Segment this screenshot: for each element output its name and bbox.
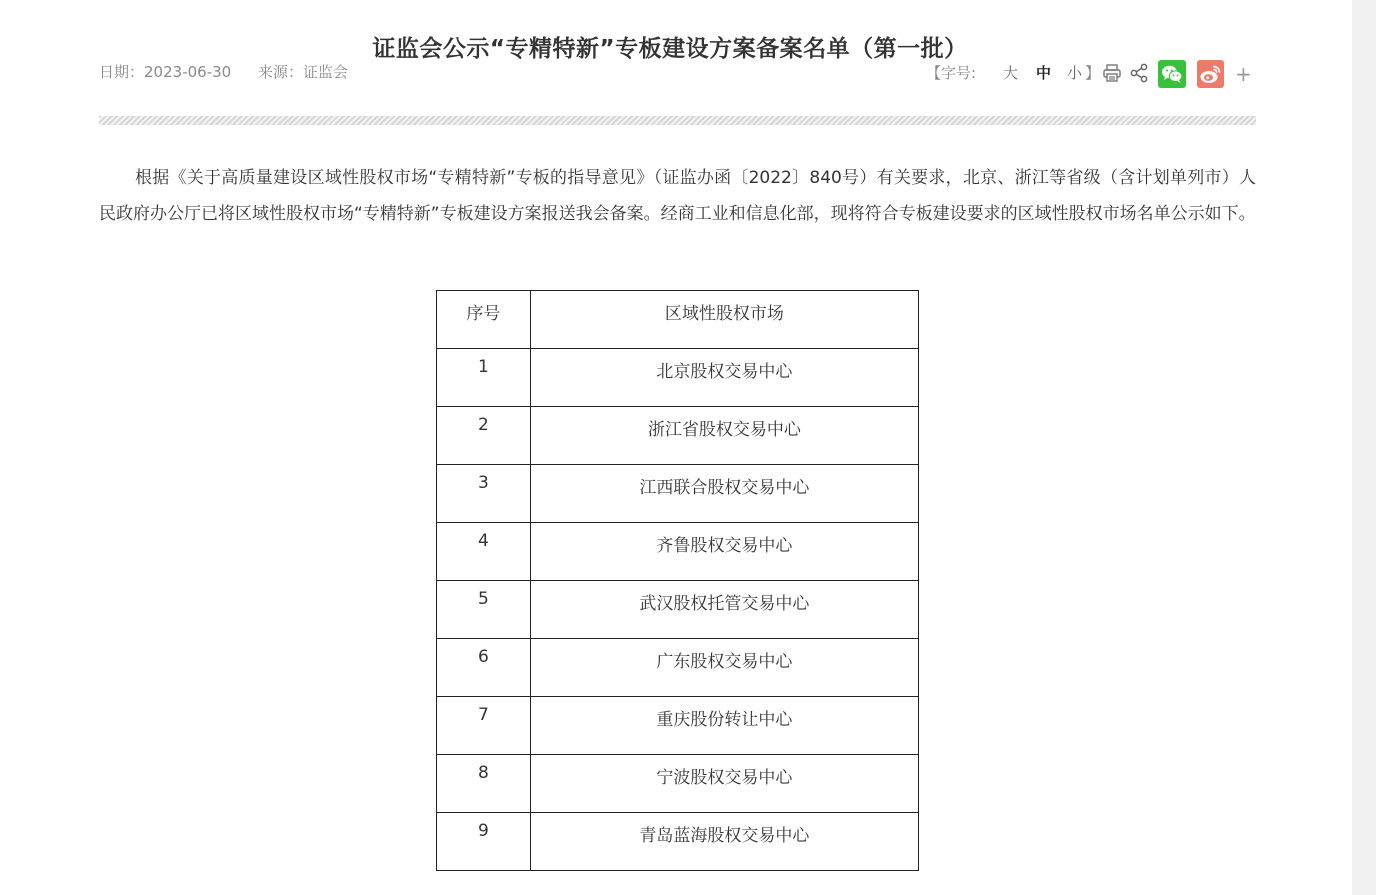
column-header-index: 序号 xyxy=(437,291,531,349)
row-index: 6 xyxy=(437,639,531,697)
row-index: 7 xyxy=(437,697,531,755)
row-index: 4 xyxy=(437,523,531,581)
table-row xyxy=(437,407,919,465)
font-size-close-bracket: 】 xyxy=(1085,64,1101,82)
row-index: 5 xyxy=(437,581,531,639)
table-row xyxy=(437,813,919,871)
article-meta xyxy=(99,61,348,82)
source-value: 证监会 xyxy=(303,63,349,81)
table-row xyxy=(437,581,919,639)
article-title: 证监会公示“专精特新”专板建设方案备案名单（第一批） xyxy=(372,36,968,62)
scrollbar-track[interactable] xyxy=(1352,0,1376,895)
font-size-small-button[interactable]: 小 xyxy=(1067,64,1083,82)
row-index: 8 xyxy=(437,755,531,813)
row-market-name: 江西联合股权交易中心 xyxy=(530,465,918,523)
font-size-label: 【字号: xyxy=(926,64,977,82)
source-label: 来源： xyxy=(257,63,303,81)
row-market-name: 浙江省股权交易中心 xyxy=(530,407,918,465)
row-market-name: 宁波股权交易中心 xyxy=(530,755,918,813)
row-market-name: 青岛蓝海股权交易中心 xyxy=(530,813,918,871)
article-paragraph: 根据《关于高质量建设区域性股权市场“专精特新”专板的指导意见》（证监办函〔2022〕840号）有关要求，北京、浙江等省级（含计划单列市）人民政府办公厅已将区域性股权市场“专精特新”专板建设方案报送我会备案。经商工业和信息化部，现将符合专板建设要求的区域性股权市场名单公示如下。 xyxy=(99,168,1256,224)
date-value: 2023-06-30 xyxy=(144,63,232,81)
row-index: 2 xyxy=(437,407,531,465)
table-row xyxy=(437,523,919,581)
section-divider xyxy=(99,116,1256,125)
row-index: 9 xyxy=(437,813,531,871)
row-market-name: 武汉股权托管交易中心 xyxy=(530,581,918,639)
share-icon[interactable] xyxy=(1130,63,1148,83)
printer-icon[interactable] xyxy=(1102,63,1122,83)
wechat-icon[interactable] xyxy=(1158,60,1186,88)
font-size-medium-button[interactable]: 中 xyxy=(1036,64,1052,82)
row-index: 3 xyxy=(437,465,531,523)
font-size-large-button[interactable]: 大 xyxy=(1003,64,1019,82)
more-share-button[interactable]: + xyxy=(1235,62,1252,86)
weibo-icon[interactable] xyxy=(1197,60,1224,88)
row-market-name: 齐鲁股权交易中心 xyxy=(530,523,918,581)
table-row xyxy=(437,465,919,523)
row-index: 1 xyxy=(437,349,531,407)
table-row xyxy=(437,349,919,407)
table-row xyxy=(437,755,919,813)
market-table xyxy=(436,290,919,871)
row-market-name: 北京股权交易中心 xyxy=(530,349,918,407)
date-label: 日期： xyxy=(99,63,145,81)
table-row xyxy=(437,697,919,755)
table-header-row xyxy=(437,291,919,349)
column-header-market: 区域性股权市场 xyxy=(530,291,918,349)
article-toolbar xyxy=(926,60,1256,88)
row-market-name: 广东股权交易中心 xyxy=(530,639,918,697)
table-row xyxy=(437,639,919,697)
row-market-name: 重庆股份转让中心 xyxy=(530,697,918,755)
